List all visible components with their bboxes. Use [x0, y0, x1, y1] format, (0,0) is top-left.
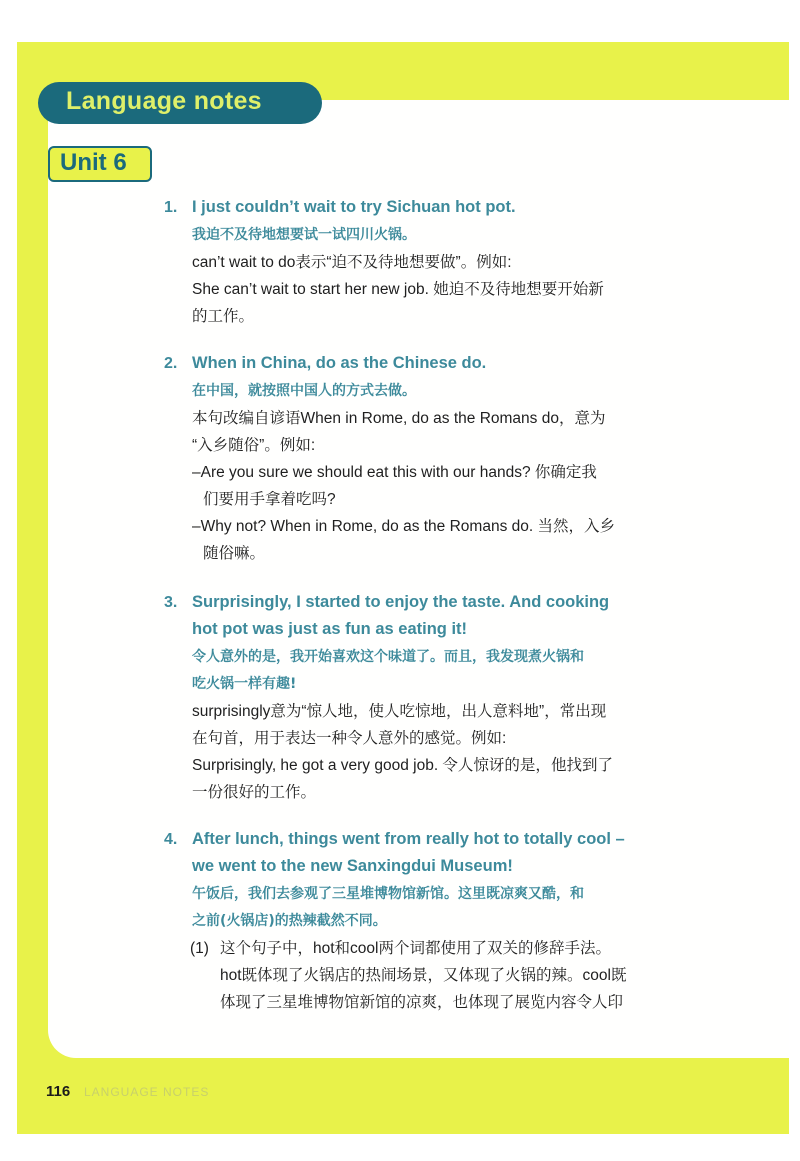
note-3-chinese-line: 令人意外的是，我开始喜欢这个味道了。而且，我发现煮火锅和 — [192, 649, 584, 665]
note-2-dialog-line: 随俗嘛。 — [203, 545, 266, 562]
section-title: Language notes — [66, 87, 262, 115]
note-4-english-line: we went to the new Sanxingdui Museum! — [192, 857, 513, 875]
note-1-number: 1. — [164, 199, 178, 216]
note-2-number: 2. — [164, 355, 178, 372]
note-1-line: 的工作。 — [192, 308, 255, 325]
note-2-chinese: 在中国，就按照中国人的方式去做。 — [192, 383, 416, 399]
note-4-english-line: After lunch, things went from really hot to totally cool – — [192, 830, 625, 848]
note-3-line: 在句首，用于表达一种令人意外的感觉。例如: — [192, 730, 507, 747]
note-4-chinese-line: 午饭后，我们去参观了三星堆博物馆新馆。这里既凉爽又酷，和 — [192, 886, 584, 902]
note-4-chinese-line: 之前(火锅店)的热辣截然不同。 — [192, 913, 387, 929]
note-3-english-line: hot pot was just as fun as eating it! — [192, 620, 468, 638]
note-4-sub-line: 这个句子中，hot和cool两个词都使用了双关的修辞手法。 — [220, 940, 611, 957]
note-4-sub-number: (1) — [190, 940, 209, 957]
unit-label-box — [48, 146, 152, 182]
note-1-chinese: 我迫不及待地想要试一试四川火锅。 — [192, 227, 416, 243]
note-2-english: When in China, do as the Chinese do. — [192, 354, 487, 372]
note-3-number: 3. — [164, 594, 178, 611]
note-2-line: 本句改编自谚语When in Rome, do as the Romans do，意为 — [192, 410, 606, 427]
note-2-dialog-line: –Why not? When in Rome, do as the Romans do. 当然，入乡 — [192, 518, 615, 535]
note-4-sub-line: 体现了三星堆博物馆新馆的凉爽，也体现了展览内容令人印 — [220, 994, 624, 1011]
note-3-line: surprisingly意为“惊人地，使人吃惊地，出人意料地”，常出现 — [192, 703, 607, 720]
note-2-dialog-line: 们要用手拿着吃吗? — [203, 491, 336, 508]
note-3-line: Surprisingly, he got a very good job. 令人惊讶的是，他找到了 — [192, 757, 613, 774]
footer-section-label: LANGUAGE NOTES — [84, 1085, 210, 1099]
note-4-sub-line: hot既体现了火锅店的热闹场景，又体现了火锅的辣。cool既 — [220, 967, 627, 984]
note-2-dialog-line: –Are you sure we should eat this with our hands? 你确定我 — [192, 464, 597, 481]
note-3-english-line: Surprisingly, I started to enjoy the taste. And cooking — [192, 593, 610, 611]
page-number: 116 — [46, 1083, 71, 1100]
note-2-line: “入乡随俗”。例如: — [192, 437, 316, 454]
note-1-line: can’t wait to do表示“迫不及待地想要做”。例如: — [192, 254, 512, 271]
note-3-line: 一份很好的工作。 — [192, 784, 317, 801]
note-1-line: She can’t wait to start her new job. 她迫不及待地想要开始新 — [192, 281, 604, 298]
note-1-english: I just couldn’t wait to try Sichuan hot pot. — [192, 198, 516, 216]
note-4-number: 4. — [164, 831, 178, 848]
unit-label: Unit 6 — [60, 149, 127, 176]
section-header — [38, 82, 322, 124]
note-3-chinese-line: 吃火锅一样有趣! — [192, 676, 297, 692]
